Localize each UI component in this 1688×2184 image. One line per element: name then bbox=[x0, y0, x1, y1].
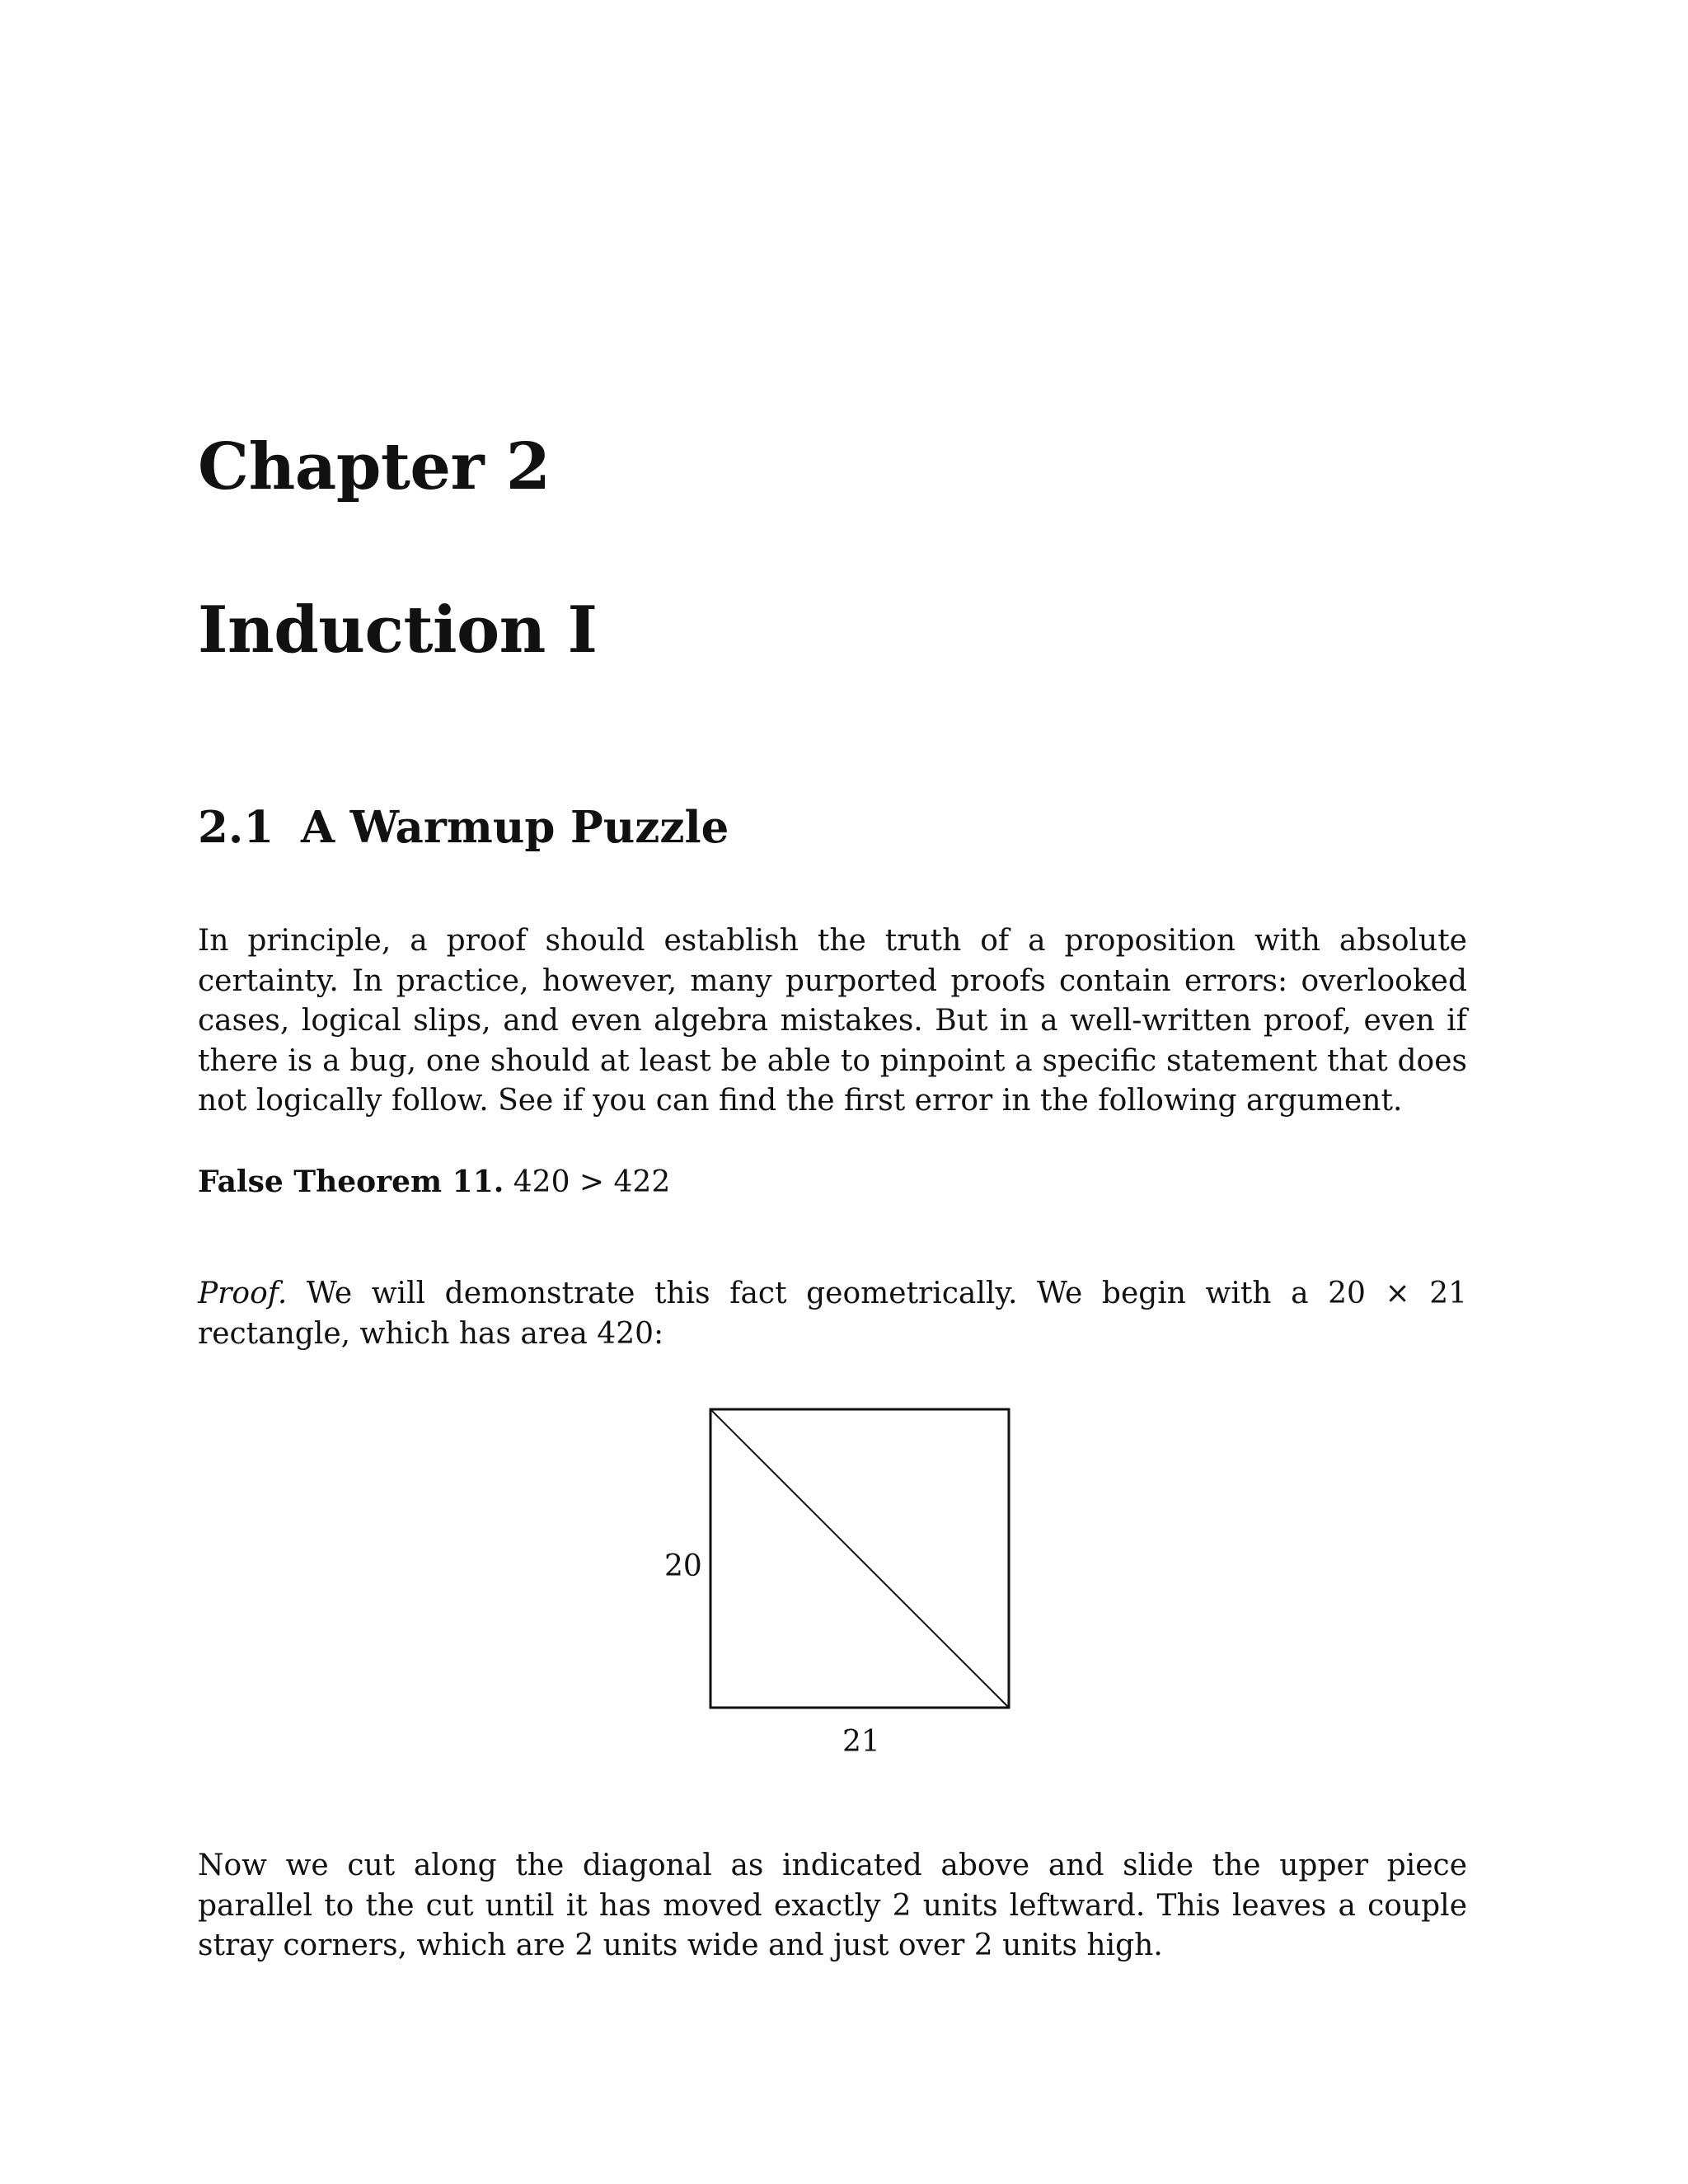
section-heading bbox=[198, 802, 729, 853]
theorem-label: False Theorem 11. bbox=[198, 1165, 504, 1199]
diagonal-cut-line bbox=[710, 1409, 1009, 1708]
document-page bbox=[198, 0, 1467, 2184]
proof-area: 420 bbox=[597, 1316, 654, 1351]
proof-label: Proof. bbox=[198, 1277, 288, 1310]
section-title: A Warmup Puzzle bbox=[301, 802, 729, 853]
theorem-statement: 420 > 422 bbox=[513, 1165, 671, 1199]
section-number: 2.1 bbox=[198, 802, 274, 853]
width-label: 21 bbox=[842, 1725, 880, 1759]
proof-text-3: : bbox=[654, 1316, 664, 1351]
proof-dimensions: 20 × 21 bbox=[1328, 1277, 1468, 1310]
rectangle-figure bbox=[198, 1393, 1467, 1772]
intro-paragraph: In principle, a proof should establish the truth of a proposition with absolute certainty. In practice, however, many purported proofs contain errors: overlooked cases, logical slips, and even algebra mistakes. But in a well-written proof, even if there is a bug, one should at least be able to pinpoint a specific statement that does not logically follow. See if you can find the first error in the following argument. bbox=[198, 924, 1467, 1118]
proof-text-2: rectangle, which has area bbox=[198, 1316, 598, 1351]
rectangle-diagram bbox=[198, 1393, 1467, 1772]
chapter-title: Induction I bbox=[198, 593, 598, 668]
cut-paragraph: Now we cut along the diagonal as indicated above and slide the upper piece parallel to the cut until it has moved exactly 2 units leftward. This leaves a couple stray corners, which are 2 units wide and just over 2 units high. bbox=[198, 1849, 1467, 1962]
false-theorem bbox=[198, 1162, 670, 1202]
proof-paragraph bbox=[198, 1274, 1467, 1354]
height-label: 20 bbox=[664, 1549, 702, 1583]
proof-text-1: We will demonstrate this fact geometrically. We begin with a bbox=[287, 1277, 1329, 1310]
chapter-label: Chapter 2 bbox=[198, 429, 551, 504]
